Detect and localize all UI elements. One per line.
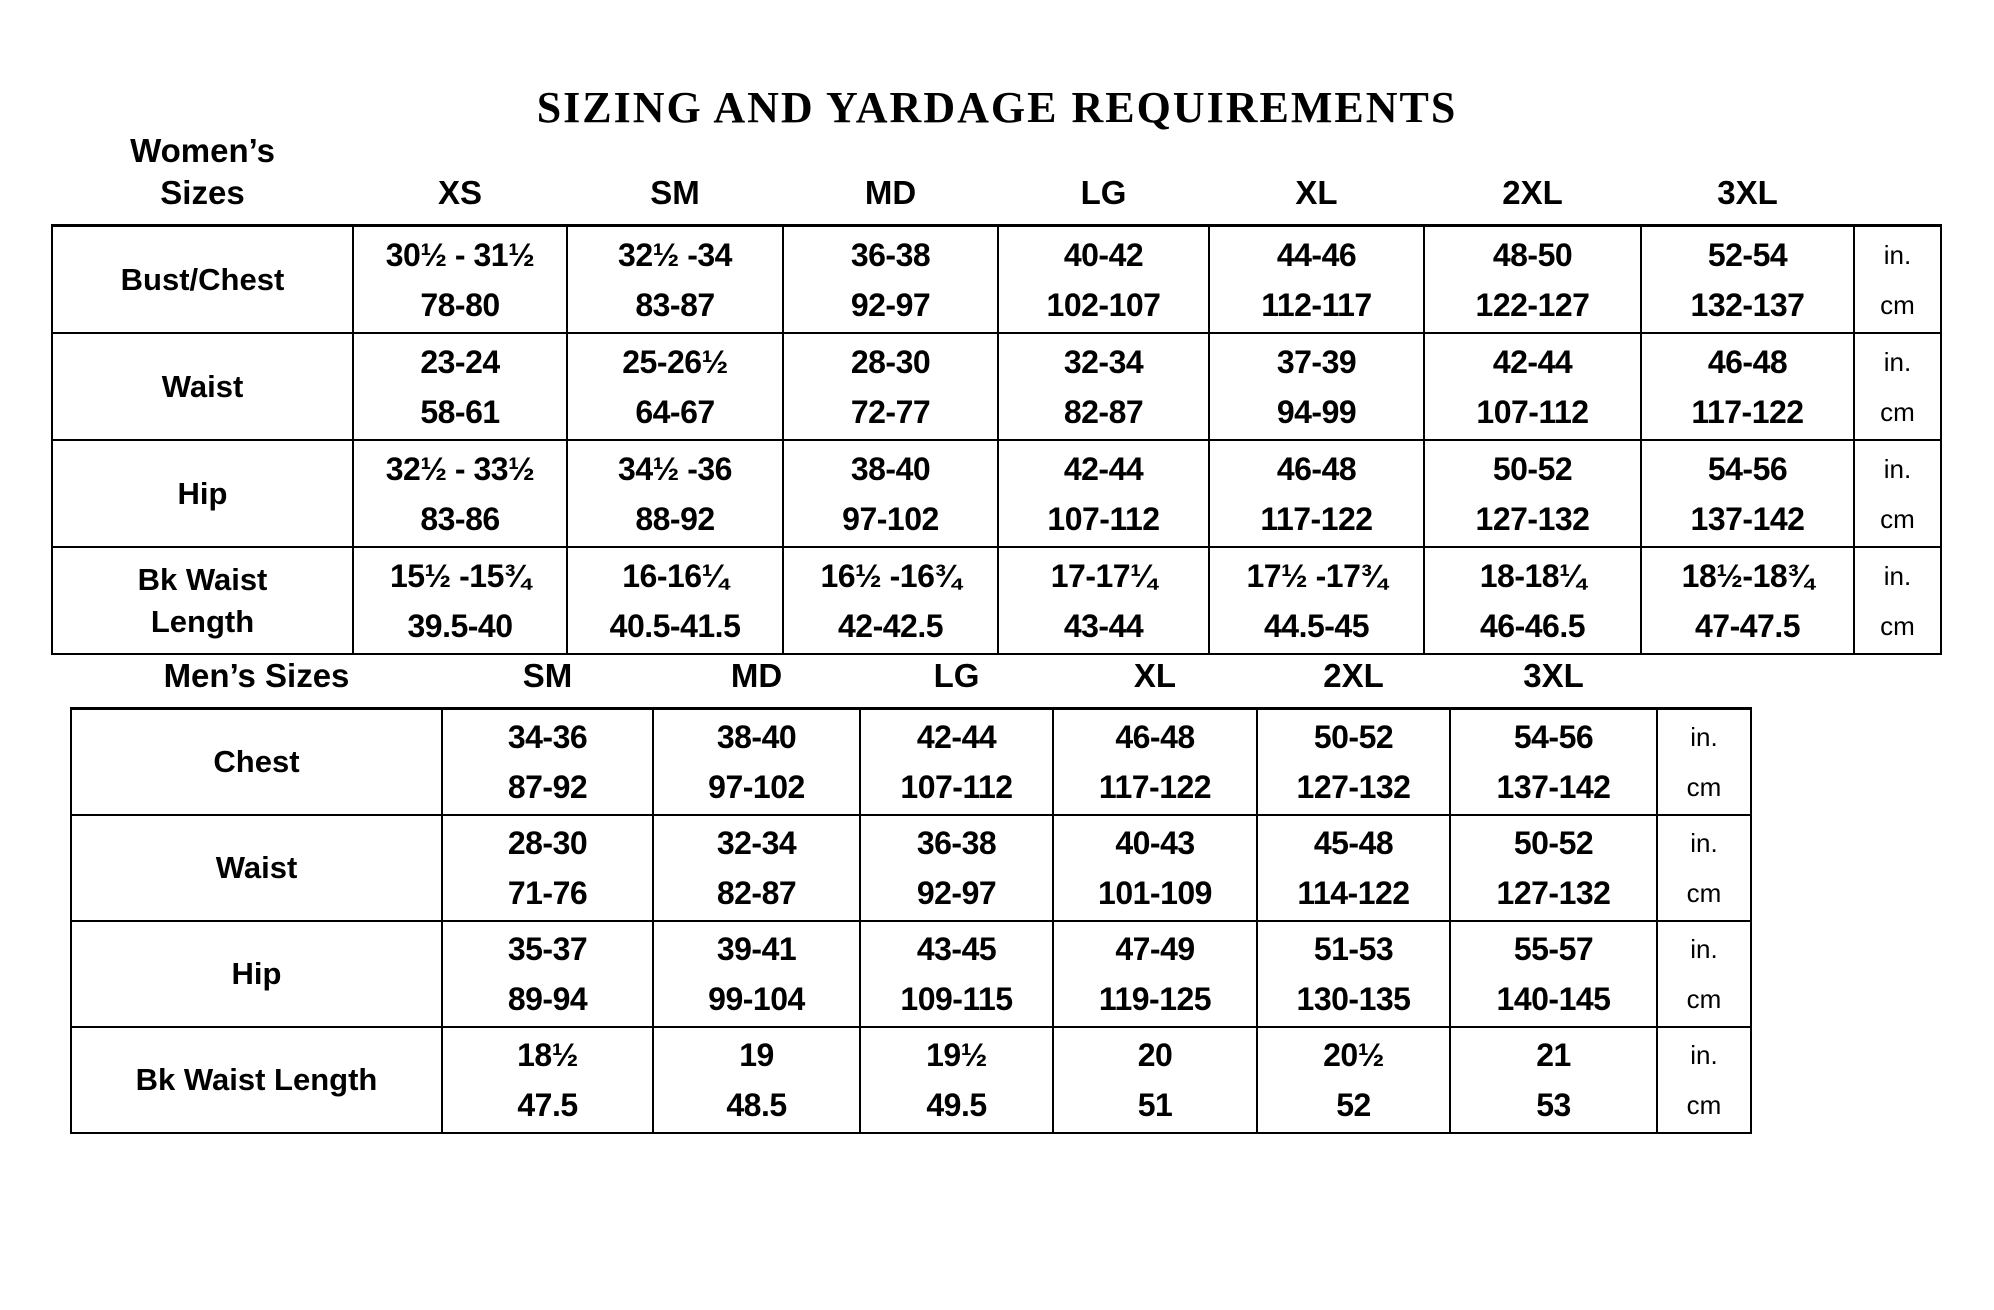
measurement-cell: 40-42 102-107: [998, 226, 1209, 334]
mens-header-row: [71, 655, 1751, 709]
measurement-cell: 51-53 130-135: [1257, 921, 1450, 1027]
measurement-cell: 18½-18¾ 47-47.5: [1641, 547, 1854, 654]
mens-sizing-table: [70, 655, 1752, 1134]
measurement-cell: 50-52 127-132: [1424, 440, 1641, 547]
row-label: Waist: [52, 333, 353, 440]
table-row-bk-waist-length: [52, 547, 1941, 654]
size-column-header-2xl: 2XL: [1502, 174, 1563, 212]
size-column-header-2xl: 2XL: [1323, 657, 1384, 694]
size-column-header-md: MD: [864, 174, 917, 212]
unit-column-header: [1854, 130, 1941, 226]
table-row-chest: [71, 709, 1751, 816]
table-row-bust-chest: [52, 226, 1941, 334]
measurement-cell: 32-34 82-87: [998, 333, 1209, 440]
unit-cell: in. cm: [1854, 547, 1941, 654]
row-label: Bk Waist Length: [52, 547, 353, 654]
womens-header-row: [52, 130, 1941, 226]
measurement-cell: 32½ -34 83-87: [567, 226, 783, 334]
measurement-cell: 32½ - 33½ 83-86: [353, 440, 567, 547]
womens-sizes-label: [52, 130, 353, 226]
table-row-waist: [71, 815, 1751, 921]
table-row-bk-waist-length: [71, 1027, 1751, 1133]
table-row-waist: [52, 333, 1941, 440]
measurement-cell: 42-44 107-112: [1424, 333, 1641, 440]
size-column-header-3xl: 3XL: [1523, 657, 1584, 694]
womens-sizes-label-line2: Sizes: [160, 174, 245, 212]
measurement-cell: 17½ -17¾ 44.5-45: [1209, 547, 1424, 654]
unit-column-header: [1657, 655, 1751, 709]
measurement-cell: 16½ -16¾ 42-42.5: [783, 547, 998, 654]
measurement-cell: 15½ -15¾ 39.5-40: [353, 547, 567, 654]
row-label: Hip: [52, 440, 353, 547]
measurement-cell: 28-30 72-77: [783, 333, 998, 440]
size-column-header-lg: LG: [1080, 174, 1127, 212]
size-column-header-xl: XL: [1133, 657, 1177, 694]
row-label: Bust/Chest: [52, 226, 353, 334]
measurement-cell: 46-48 117-122: [1209, 440, 1424, 547]
measurement-cell: 54-56 137-142: [1450, 709, 1657, 816]
measurement-cell: 47-49 119-125: [1053, 921, 1257, 1027]
row-label: Hip: [71, 921, 442, 1027]
unit-cell: in. cm: [1854, 226, 1941, 334]
size-column-header-xl: XL: [1295, 174, 1338, 212]
measurement-cell: 25-26½ 64-67: [567, 333, 783, 440]
measurement-cell: 18½ 47.5: [442, 1027, 653, 1133]
unit-cell: in. cm: [1657, 921, 1751, 1027]
measurement-cell: 21 53: [1450, 1027, 1657, 1133]
measurement-cell: 17-17¼ 43-44: [998, 547, 1209, 654]
measurement-cell: 16-16¼ 40.5-41.5: [567, 547, 783, 654]
measurement-cell: 35-37 89-94: [442, 921, 653, 1027]
table-row-hip: [71, 921, 1751, 1027]
row-label: Waist: [71, 815, 442, 921]
size-column-header-3xl: 3XL: [1717, 174, 1778, 212]
unit-cell: in. cm: [1657, 1027, 1751, 1133]
measurement-cell: 50-52 127-132: [1257, 709, 1450, 816]
measurement-cell: 20 51: [1053, 1027, 1257, 1133]
size-column-header-md: MD: [730, 657, 783, 694]
unit-cell: in. cm: [1657, 815, 1751, 921]
measurement-cell: 55-57 140-145: [1450, 921, 1657, 1027]
measurement-cell: 42-44 107-112: [998, 440, 1209, 547]
size-column-header-lg: LG: [933, 657, 980, 694]
unit-cell: in. cm: [1854, 440, 1941, 547]
measurement-cell: 30½ - 31½ 78-80: [353, 226, 567, 334]
measurement-cell: 38-40 97-102: [653, 709, 860, 816]
measurement-cell: 23-24 58-61: [353, 333, 567, 440]
measurement-cell: 48-50 122-127: [1424, 226, 1641, 334]
size-column-header-sm: SM: [650, 174, 700, 212]
measurement-cell: 54-56 137-142: [1641, 440, 1854, 547]
unit-cell: in. cm: [1657, 709, 1751, 816]
row-label: Chest: [71, 709, 442, 816]
measurement-cell: 20½ 52: [1257, 1027, 1450, 1133]
page-title: SIZING AND YARDAGE REQUIREMENTS: [536, 83, 1458, 132]
measurement-cell: 34-36 87-92: [442, 709, 653, 816]
size-column-header-sm: SM: [522, 657, 573, 694]
measurement-cell: 40-43 101-109: [1053, 815, 1257, 921]
size-column-header-xs: XS: [437, 174, 483, 212]
measurement-cell: 28-30 71-76: [442, 815, 653, 921]
measurement-cell: 46-48 117-122: [1053, 709, 1257, 816]
womens-sizes-label-line1: Women’s: [130, 132, 275, 169]
measurement-cell: 18-18¼ 46-46.5: [1424, 547, 1641, 654]
measurement-cell: 19 48.5: [653, 1027, 860, 1133]
womens-sizing-table: [51, 130, 1942, 655]
measurement-cell: 50-52 127-132: [1450, 815, 1657, 921]
measurement-cell: 38-40 97-102: [783, 440, 998, 547]
measurement-cell: 36-38 92-97: [860, 815, 1053, 921]
measurement-cell: 46-48 117-122: [1641, 333, 1854, 440]
measurement-cell: 34½ -36 88-92: [567, 440, 783, 547]
measurement-cell: 42-44 107-112: [860, 709, 1053, 816]
mens-sizes-label: Men’s Sizes: [163, 657, 350, 694]
measurement-cell: 32-34 82-87: [653, 815, 860, 921]
measurement-cell: 52-54 132-137: [1641, 226, 1854, 334]
measurement-cell: 44-46 112-117: [1209, 226, 1424, 334]
measurement-cell: 19½ 49.5: [860, 1027, 1053, 1133]
measurement-cell: 39-41 99-104: [653, 921, 860, 1027]
measurement-cell: 36-38 92-97: [783, 226, 998, 334]
row-label: Bk Waist Length: [71, 1027, 442, 1133]
table-row-hip: [52, 440, 1941, 547]
measurement-cell: 43-45 109-115: [860, 921, 1053, 1027]
measurement-cell: 37-39 94-99: [1209, 333, 1424, 440]
measurement-cell: 45-48 114-122: [1257, 815, 1450, 921]
unit-cell: in. cm: [1854, 333, 1941, 440]
